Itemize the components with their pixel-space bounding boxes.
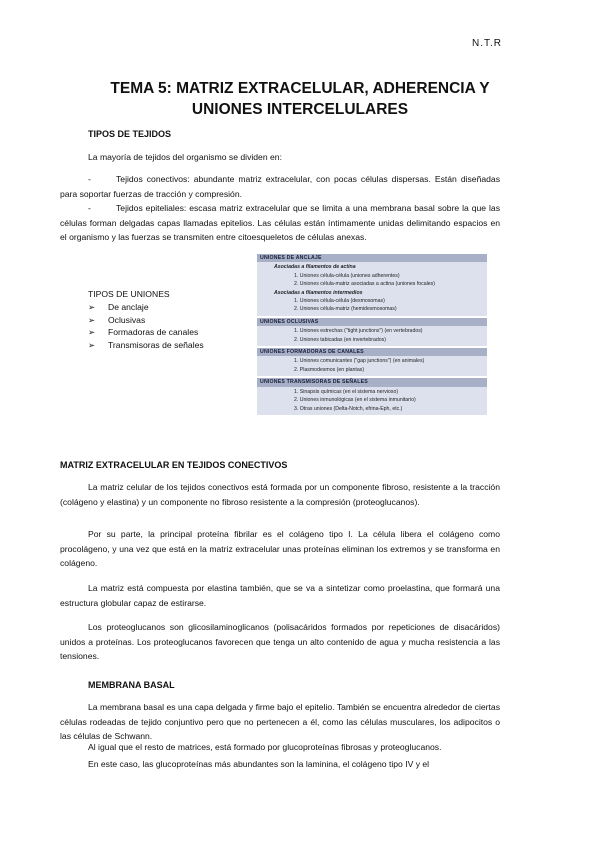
table-row: 1. Uniones célula-célula (uniones adherentes) bbox=[294, 272, 400, 279]
heading-matriz-extracelular: MATRIZ EXTRACELULAR EN TEJIDOS CONECTIVOS bbox=[60, 460, 288, 470]
table-row: 1. Uniones célula-célula (desmosomas) bbox=[294, 298, 385, 305]
table-header-canales: UNIONES FORMADORAS DE CANALES bbox=[257, 348, 487, 356]
intro-paragraph: La mayoría de tejidos del organismo se dividen en: bbox=[88, 152, 282, 162]
table-row: 1. Uniones estrechas ("tight junctions") (en vertebrados) bbox=[294, 328, 423, 335]
title-line-1: TEMA 5: MATRIZ EXTRACELULAR, ADHERENCIA Y bbox=[110, 80, 490, 97]
list-item-label: Oclusivas bbox=[108, 314, 146, 325]
heading-tipos-tejidos: TIPOS DE TEJIDOS bbox=[88, 129, 172, 139]
title-line-2: UNIONES INTERCELULARES bbox=[191, 101, 409, 118]
list-item-label: De anclaje bbox=[108, 302, 149, 313]
list-item-label: Transmisoras de señales bbox=[108, 339, 204, 350]
table-row: 2. Uniones célula-matriz (hemidesmosomas) bbox=[294, 306, 397, 313]
paragraph: Al igual que el resto de matrices, está formado por glucoproteínas fibrosas y proteoglucanos. bbox=[88, 742, 442, 752]
unions-heading: TIPOS DE UNIONES bbox=[88, 289, 170, 299]
unions-table bbox=[257, 254, 487, 417]
bullet-conectivos-text: Tejidos conectivos: abundante matriz extracelular, con pocas células dispersas. Están diseñadas para soportar fuerzas de tracción y compresión. bbox=[60, 174, 500, 199]
paragraph: Por su parte, la principal proteína fibrilar es el colágeno tipo I. La célula libera el colágeno como procolágeno, y una vez que está en la matriz extracelular unas proteínas eliminan los extremos y se transforma en colágeno. bbox=[60, 529, 500, 569]
unions-list bbox=[88, 288, 204, 351]
author-initials: N.T.R bbox=[472, 38, 502, 49]
table-subheading: Asociadas a filamentos de actina bbox=[274, 264, 356, 271]
paragraph: La membrana basal es una capa delgada y firme bajo el epitelio. También se encuentra alrededor de ciertas células rodeadas de tejido conjuntivo pero que no pertenecen a él, como las células musculares, los adipocitos o las células de Schwann. bbox=[60, 702, 500, 742]
table-body-canales bbox=[257, 356, 487, 376]
paragraph: En este caso, las glucoproteínas más abundantes son la laminina, el colágeno tipo IV y el bbox=[88, 759, 430, 769]
paragraph: Los proteoglucanos son glicosilaminoglicanos (polisacáridos formados por repeticiones de disacáridos) unidos a proteínas. Los proteoglucanos favorecen que tenga un alto contenido de agua y mucha resistencia a las tensiones. bbox=[60, 622, 500, 662]
table-subheading: Asociadas a filamentos intermedios bbox=[274, 289, 363, 296]
heading-membrana-basal: MEMBRANA BASAL bbox=[88, 680, 175, 690]
table-row: 2. Uniones inmunológicas (en el sistema inmunitario) bbox=[294, 397, 416, 404]
table-header-senales: UNIONES TRANSMISORAS DE SEÑALES bbox=[257, 378, 487, 386]
paragraph: La matriz celular de los tejidos conectivos está formada por un componente fibroso, resistente a la tracción (colágeno y elastina) y un componente no fibroso resistente a la compresión (proteoglucanos). bbox=[60, 482, 500, 507]
dash-marker: - bbox=[88, 203, 91, 213]
table-body-oclusivas bbox=[257, 326, 487, 346]
table-row: 1. Uniones comunicantes ("gap junctions") (en animales) bbox=[294, 358, 425, 365]
arrow-bullet-icon: ➢ bbox=[88, 302, 96, 313]
table-body-anclaje bbox=[257, 262, 487, 315]
paragraph: La matriz está compuesta por elastina también, que se va a sintetizar como proelastina, que formará una estructura globular capaz de estirarse. bbox=[60, 583, 500, 608]
list-item bbox=[88, 314, 204, 326]
table-header-oclusivas: UNIONES OCLUSIVAS bbox=[257, 318, 487, 326]
bullet-conectivos bbox=[60, 172, 500, 201]
bullet-epiteliales bbox=[60, 201, 500, 245]
table-row: 2. Plasmodesmos (en plantas) bbox=[294, 366, 365, 373]
arrow-bullet-icon: ➢ bbox=[88, 314, 96, 325]
table-row: 2. Uniones tabicadas (en invertebrados) bbox=[294, 336, 386, 343]
list-item bbox=[88, 326, 204, 338]
dash-marker: - bbox=[88, 174, 91, 184]
table-header-anclaje: UNIONES DE ANCLAJE bbox=[257, 254, 487, 262]
table-row: 3. Otras uniones (Delta-Notch, efrina-Eph, etc.) bbox=[294, 405, 403, 412]
arrow-bullet-icon: ➢ bbox=[88, 339, 96, 350]
table-body-senales bbox=[257, 387, 487, 415]
arrow-bullet-icon: ➢ bbox=[88, 327, 96, 338]
page-title bbox=[60, 78, 540, 120]
table-row: 2. Uniones célula-matriz asociadas a actina (uniones focales) bbox=[294, 281, 435, 288]
bullet-epiteliales-text: Tejidos epiteliales: escasa matriz extracelular que se limita a una membrana basal sobre la que las células forman delgadas capas llamadas epitelios. Las células están íntimamente unidas delimitando espacios en el organismo y las fuerzas se transmiten entre citoesqueletos de células anexas. bbox=[60, 203, 500, 243]
list-item bbox=[88, 301, 204, 313]
table-row: 1. Sinapsis químicas (en el sistema nervioso) bbox=[294, 388, 399, 395]
list-item-label: Formadoras de canales bbox=[108, 327, 199, 338]
list-item bbox=[88, 339, 204, 351]
